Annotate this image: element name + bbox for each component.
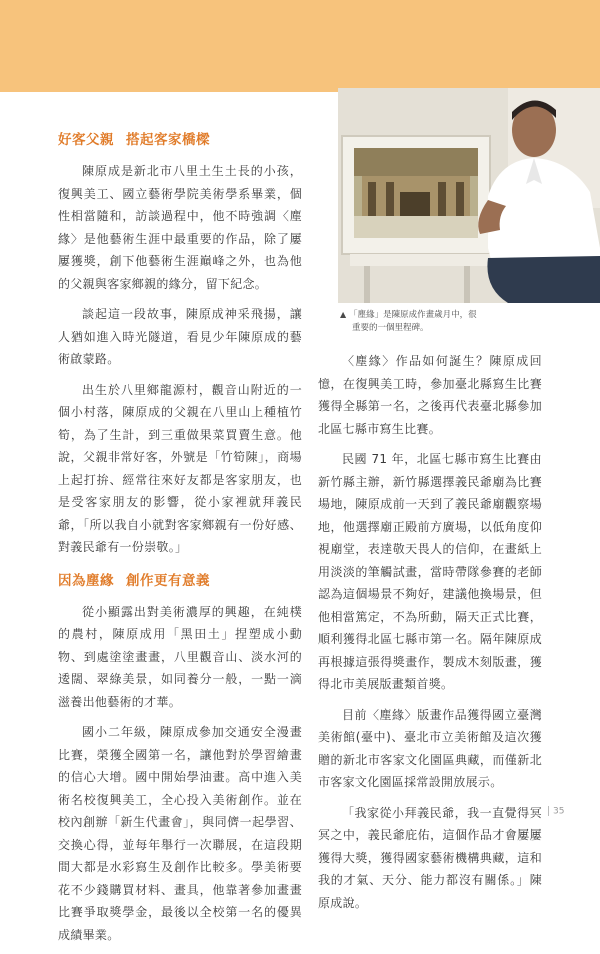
paragraph: 國小二年級，陳原成參加交通安全漫畫比賽，榮獲全國第一名，讓他對於學習繪畫的信心大增。國中開始學油畫。高中進入美術名校復興美工，全心投入美術創作。並在校內創辦「新生代畫會」，與同儕一起學習、交換心得，並每年舉行一次聯展，在這段期間大都是水彩寫生及創作比較多。學美術要花不少錢購買材料、畫具，他靠著參加畫畫比賽爭取獎學金，最後以全校第一名的優異成績畢業。 (58, 725, 302, 942)
paragraph: 民國 71 年，北區七縣市寫生比賽由新竹縣主辦，新竹縣選擇義民爺廟為比賽場地，陳原成前一天到了義民爺廟觀察場地，他選擇廟正殿前方廣場，以低角度仰視廟堂，表達敬天畏人的信仰，在畫紙上用淡淡的筆觸試畫，當時帶隊參賽的老師認為這個場景不夠好，建議他換場景，但他相當篤定，不為所動，隔天正式比賽，順利獲得北區七縣市第一名。隔年陳原成再根據這張得獎畫作，製成木刻版畫，獲得北市美展版畫類首獎。 (318, 452, 542, 691)
paragraph: 從小顯露出對美術濃厚的興趣，在純樸的農村，陳原成用「黑田土」捏塑成小動物、到處塗塗畫畫，八里觀音山、淡水河的逶闊、翠綠美景，如同養分一般，一點一滴滋養出他藝術的才華。 (58, 604, 302, 709)
caption-line-2: 重要的一個里程碑。 (352, 323, 429, 333)
caption-line-1-text: 「塵緣」是陳原成作畫歲月中，很 (349, 310, 477, 320)
section-heading-1-part-b: 搭起客家橋樑 (126, 132, 210, 148)
page-number-divider (548, 806, 549, 816)
paragraph: 目前〈塵緣〉版畫作品獲得國立臺灣美術館(臺中)、臺北市立美術館及這次獲贈的新北市客家文化園區典藏，而僅新北市客家文化園區採常設開放展示。 (318, 707, 542, 789)
top-color-band (0, 0, 600, 92)
section-heading-2 (58, 571, 302, 591)
page-number (548, 806, 564, 817)
left-column (58, 130, 302, 954)
section-heading-2-part-a: 因為塵緣 (58, 572, 114, 589)
paragraph: 陳原成是新北市八里土生土長的小孩，復興美工、國立藝術學院美術學系畢業，個性相當隨和，訪談過程中，他不時強調〈塵緣〉是他藝術生涯中最重要的作品，除了屢屢獲獎，創下他藝術生涯巔峰之外，也為他的父親與客家鄉親的緣分，留下紀念。 (58, 164, 302, 291)
paragraph: 「我家從小拜義民爺，我一直覺得冥冥之中，義民爺庇佑，這個作品才會屢屢獲得大獎，獲得國家藝術機構典藏，這和我的才氣、天分、能力都沒有關係。」陳原成說。 (318, 805, 542, 910)
paragraph: 出生於八里鄉龍源村，觀音山附近的一個小村落，陳原成的父親在八里山上種植竹筍，為了生計，到三重做果菜買賣生意。他說，父親非常好客，外號是「竹筍陳」，商場上起打拚、經常往來好友都是客家朋友，也是受客家朋友的影響，從小家裡就拜義民爺，「所以我自小就對客家鄉親有一份好感、對義民爺有一份崇敬。」 (58, 382, 302, 554)
paragraph: 〈塵緣〉作品如何誕生？陳原成回憶，在復興美工時，參加臺北縣寫生比賽獲得全縣第一名，之後再代表臺北縣參加北區七縣市寫生比賽。 (318, 354, 542, 436)
section-heading-1 (58, 130, 302, 150)
section-heading-2-part-b: 創作更有意義 (126, 572, 210, 589)
artist-photo (338, 88, 600, 303)
triangle-marker-icon: ▲ (340, 310, 347, 319)
caption-line-1 (340, 308, 540, 322)
paragraph: 談起這一段故事，陳原成神采飛揚，讓人猶如進入時光隧道，看見少年陳原成的藝術啟蒙路。 (58, 307, 302, 366)
section-heading-1-part-a: 好客父親 (58, 132, 114, 148)
photo-caption (340, 308, 540, 335)
right-column (318, 350, 542, 922)
page-number-text: 35 (553, 806, 565, 817)
